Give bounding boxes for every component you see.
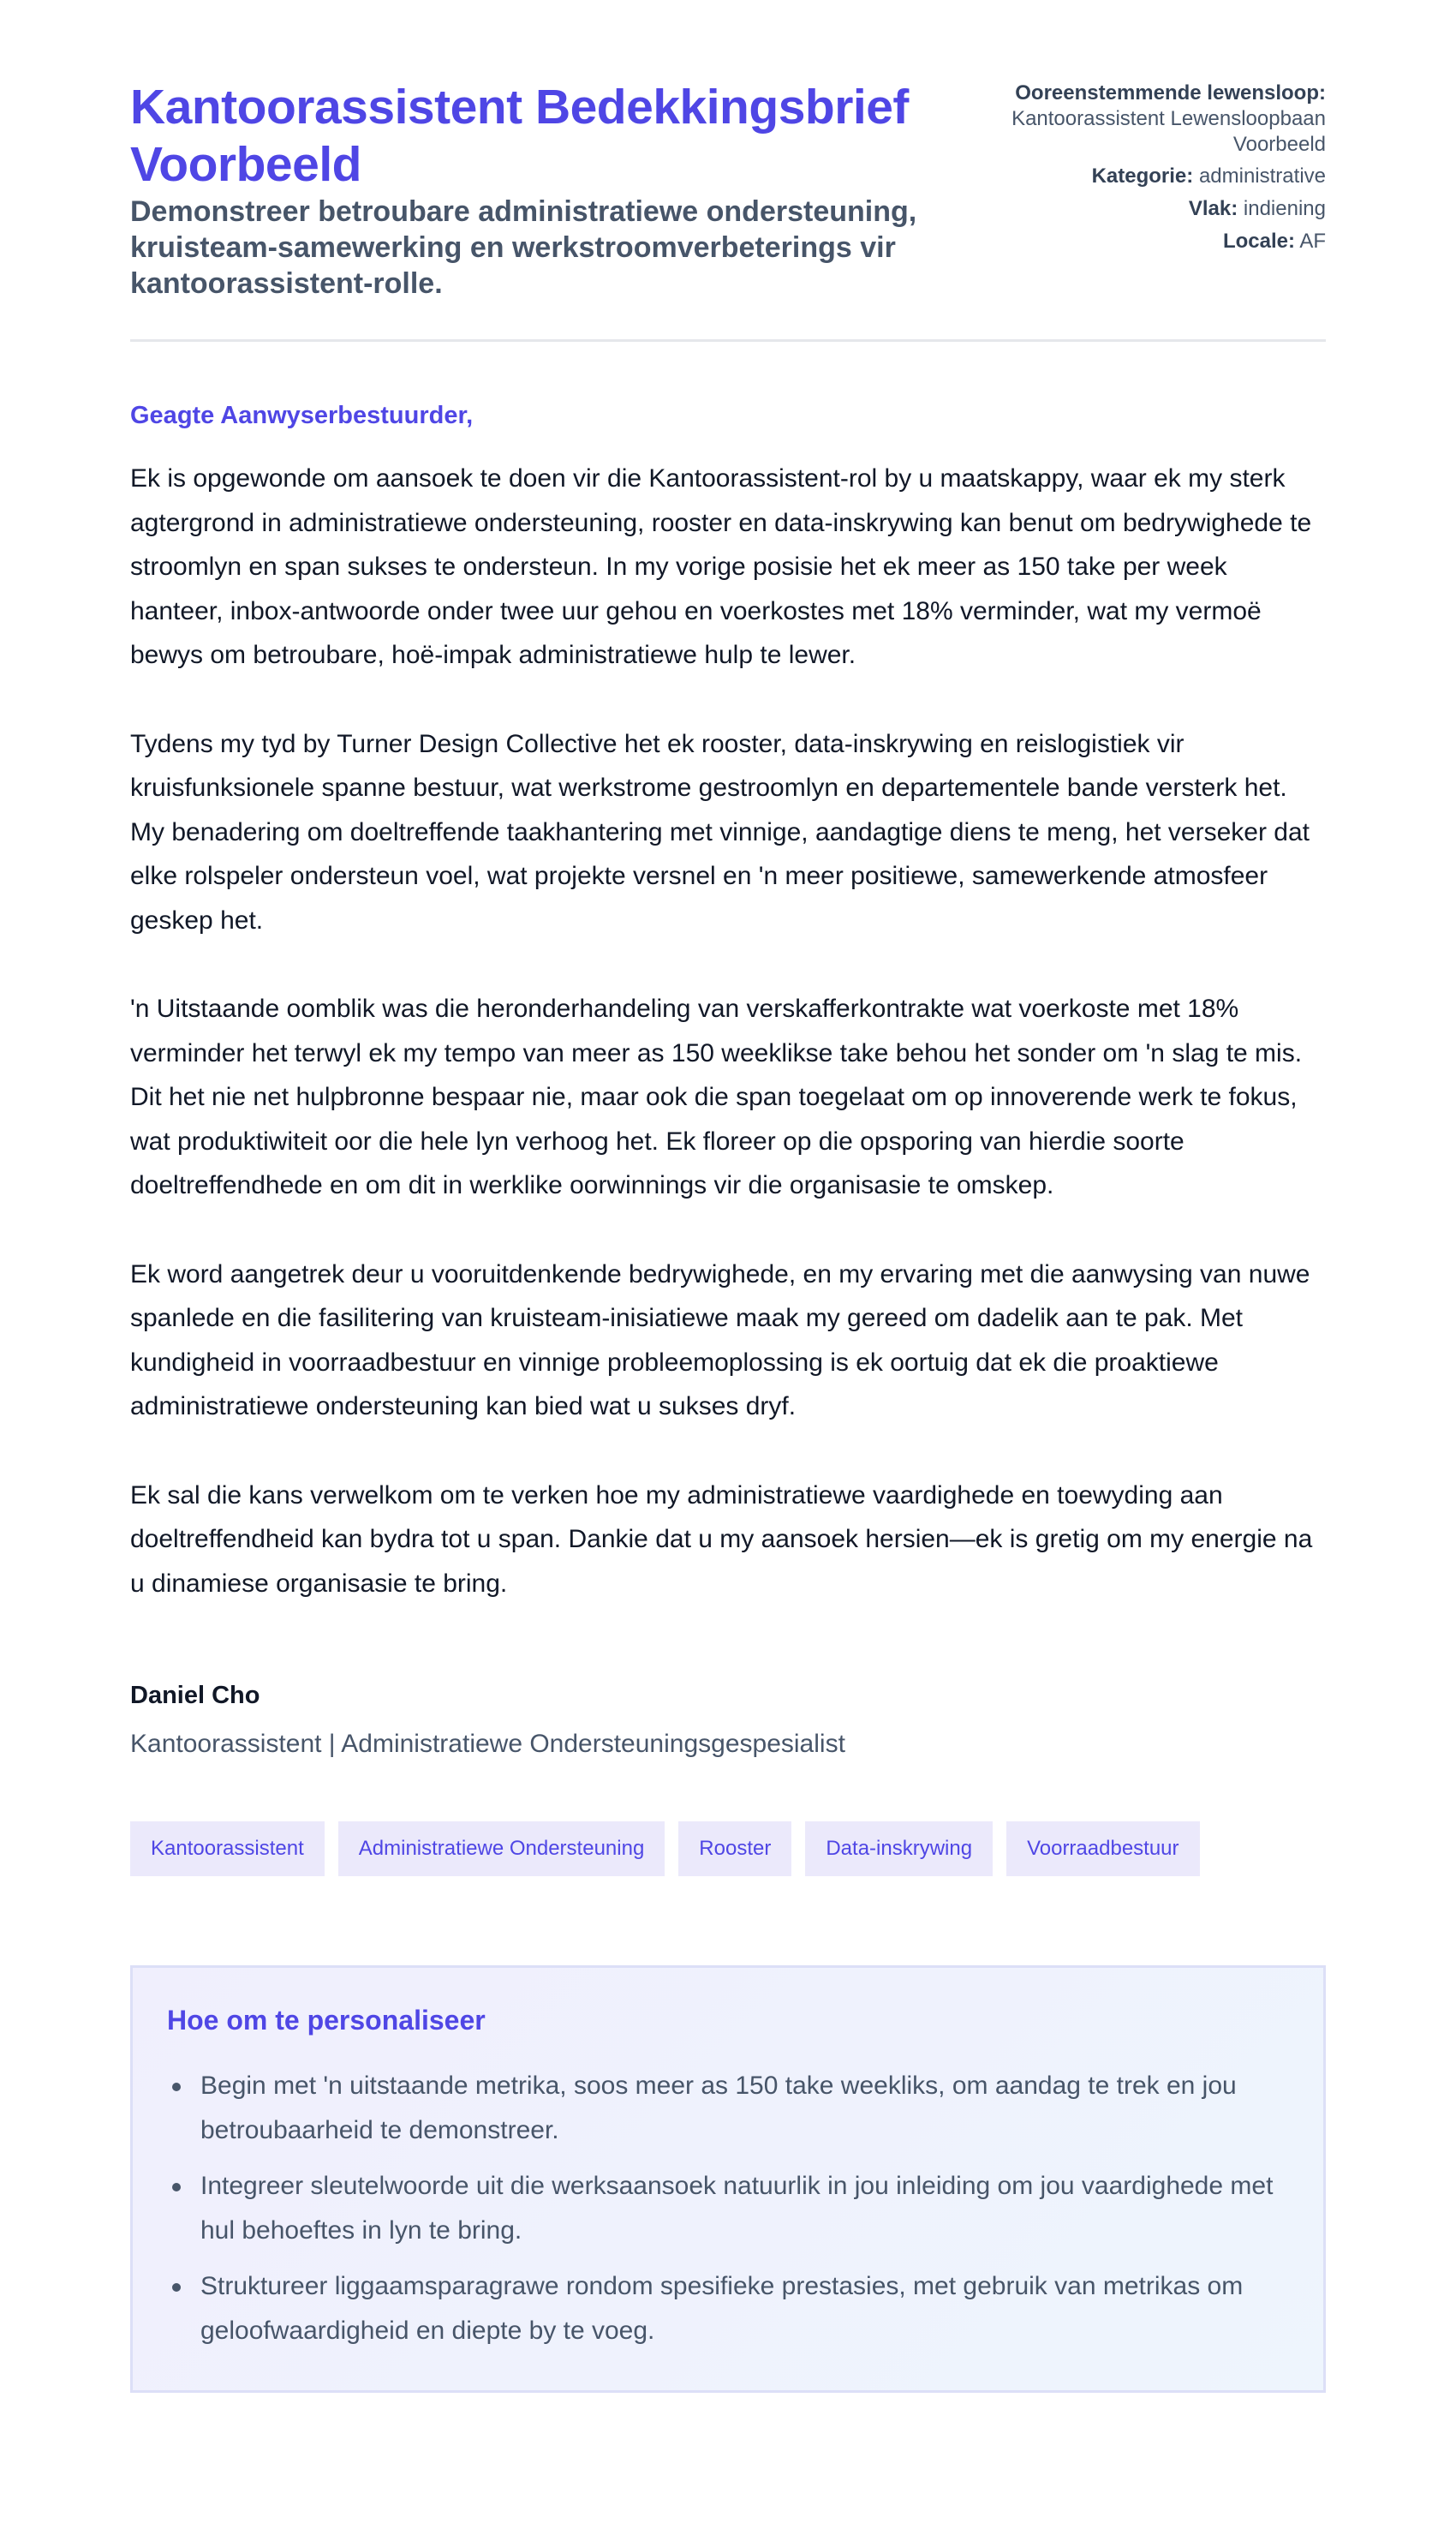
meta-matching-label: Ooreenstemmende lewensloop: [1015,81,1326,105]
signature-title: Kantoorassistent | Administratiewe Ondersteuningsgespesialist [130,1730,845,1758]
tips-title: Hoe om te personaliseer [167,2005,486,2036]
tag-rooster[interactable]: Rooster [678,1821,791,1876]
tag-administratiewe-ondersteuning[interactable]: Administratiewe Ondersteuning [338,1821,665,1876]
tag-voorraadbestuur[interactable]: Voorraadbestuur [1006,1821,1199,1876]
letter-paragraphs [130,457,1326,1605]
meta-category [1000,164,1326,189]
meta-matching-resume [1000,81,1326,158]
tips-item-text: Struktureer liggaamsparagrawe rondom spesifieke prestasies, met gebruik van metrikas om geloofwaardigheid en diepte by te voeg. [200,2272,1244,2345]
meta-matching-value: Kantoorassistent Lewensloopbaan Voorbeeld [1011,107,1326,156]
skill-tags [130,1821,1326,1876]
meta-locale-label: Locale: [1222,230,1295,253]
header-titles [130,79,952,302]
letter-paragraph: Ek sal die kans verwelkom om te verken hoe my administratiewe vaardighede en toewyding aan doeltreffendheid kan bydra tot u span. Dankie dat u my aansoek hersien—ek is gretig om my energie na u dinamiese organisasie te bring. [130,1480,1313,1598]
tag-kantoorassistent[interactable]: Kantoorassistent [130,1821,325,1876]
tips-item [167,2164,1289,2252]
meta-category-label: Kategorie: [1091,164,1194,188]
tips-item [167,2264,1289,2353]
bullet-icon [172,2283,181,2292]
bullet-icon [172,2083,181,2091]
tips-item [167,2064,1289,2152]
tips-list [167,2064,1289,2353]
meta-surface [1000,196,1326,222]
letter-paragraph: Ek word aangetrek deur u vooruitdenkende bedrywighede, en my ervaring met die aanwysing van nuwe spanlede en die fasilitering van kruisteam-inisiatiewe maak my gereed om dadelik aan te pak. Met kundigheid in voorraadbestuur en vinnige probleemoplossing is ek oortuig dat ek die proaktiewe administratiewe ondersteuning kan bied wat u sukses dryf. [130,1259,1310,1420]
meta-surface-value: indiening [1243,197,1326,220]
meta-locale [1000,229,1326,254]
meta-locale-value: AF [1299,230,1326,253]
letter-paragraph: Ek is opgewonde om aansoek te doen vir die Kantoorassistent-rol by u maatskappy, waar ek my sterk agtergrond in administratiewe ondersteuning, rooster en data-inskrywing kan benut om bedrywighede te stroomlyn en span sukses te ondersteun. In my vorige posisie het ek meer as 150 take per week hanteer, inbox-antwoorde onder twee uur gehou en voerkostes met 18% verminder, wat my vermoë bewys om betroubare, hoë-impak administratiewe hulp te lewer. [130,464,1312,669]
meta-surface-label: Vlak: [1188,197,1238,220]
salutation: Geagte Aanwyserbestuurder, [130,402,474,429]
meta-info [1000,79,1326,261]
page-header [130,79,1326,342]
bullet-icon [172,2183,181,2191]
meta-category-value: administrative [1198,164,1326,188]
personalization-tips [130,1965,1326,2393]
tag-data-inskrywing[interactable]: Data-inskrywing [805,1821,993,1876]
page-subtitle: Demonstreer betroubare administratiewe ondersteuning, kruisteam-samewerking en werkstroomverbeterings vir kantoorassistent-rolle. [130,195,917,300]
tips-item-text: Begin met 'n uitstaande metrika, soos meer as 150 take weekliks, om aandag te trek en jou betroubaarheid te demonstreer. [200,2072,1237,2144]
page-title: Kantoorassistent Bedekkingsbrief Voorbeeld [130,80,909,192]
tips-item-text: Integreer sleutelwoorde uit die werksaansoek natuurlik in jou inleiding om jou vaardighede met hul behoeftes in lyn te bring. [200,2172,1274,2245]
letter-paragraph: 'n Uitstaande oomblik was die heronderhandeling van verskafferkontrakte wat voerkoste met 18% verminder het terwyl ek my tempo van meer as 150 weeklikse take behou het sonder om 'n slag te mis. Dit het nie net hulpbronne bespaar nie, maar ook die span toegelaat om op innoverende werk te fokus, wat produktiwiteit oor die hele lyn verhoog het. Ek floreer op die opsporing van hierdie soorte doeltreffendhede en om dit in werklike oorwinnings vir die organisasie te omskep. [130,995,1303,1199]
letter-body [130,398,1326,1605]
cover-letter-page [130,0,1326,2393]
signature-name: Daniel Cho [130,1682,260,1709]
letter-paragraph: Tydens my tyd by Turner Design Collective het ek rooster, data-inskrywing en reislogistiek vir kruisfunksionele spanne bestuur, wat werkstrome gestroomlyn en departementele bande versterk het. My benadering om doeltreffende taakhantering met vinnige, aandagtige diens te meng, het verseker dat elke rolspeler ondersteun voel, wat projekte versnel en 'n meer positiewe, samewerkende atmosfeer geskep het. [130,729,1310,935]
signature-block [130,1679,1326,1761]
